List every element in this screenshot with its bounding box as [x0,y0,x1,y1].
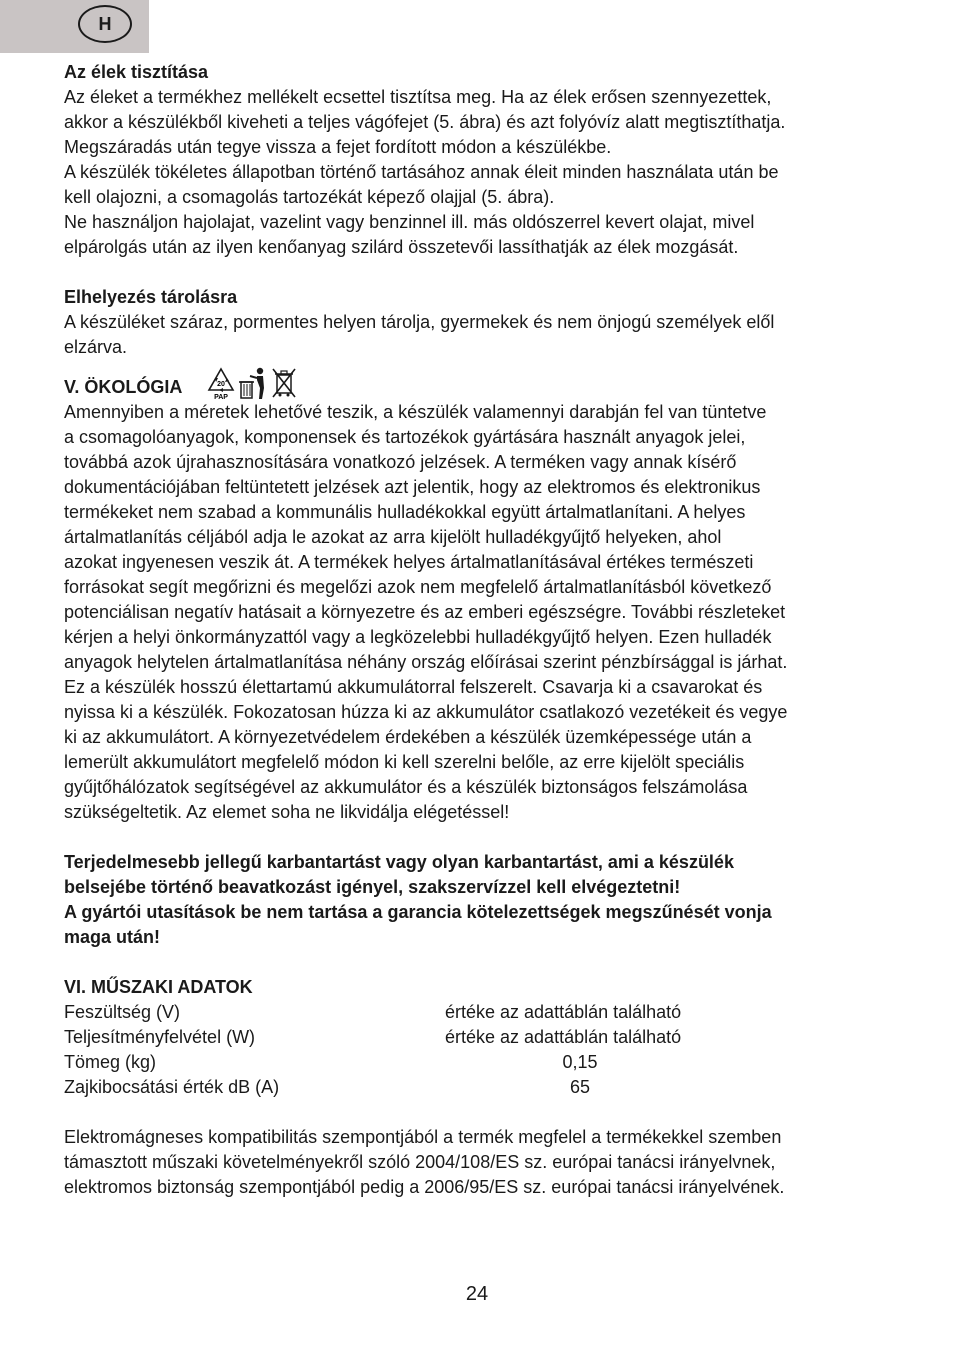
paragraph-line: akkor a készülékből kiveheti a teljes vágófejet (5. ábra) és azt folyóvíz alatt megtisztíthatja. [64,112,786,132]
section-title-ecology: V. ÖKOLÓGIA [64,377,183,397]
ecology-icons [206,366,298,400]
paragraph-line: A készüléket száraz, pormentes helyen tárolja, gyermekek és nem önjogú személyek elől [64,312,775,332]
paragraph-line: Amennyiben a méretek lehetővé teszik, a készülék valamennyi darabján fel van tüntetve [64,402,767,422]
spec-label: Teljesítményfelvétel (W) [64,1027,256,1047]
spec-label: Feszültség (V) [64,1002,181,1022]
spec-value: 0,15 [562,1052,598,1072]
paragraph-line: kérjen a helyi önkormányzattól vagy a legközelebbi hulladékgyűjtő helyen. Ezen hulladék [64,627,772,647]
spec-value: értéke az adattáblán található [445,1027,682,1047]
paragraph-line: potenciálisan negatív hatásait a környezetre és az emberi egészségre. További részleteket [64,602,786,622]
recycle-label: PAP [214,394,229,400]
recycle-number: 20 [217,381,226,388]
paragraph-line: ártalmatlanítás céljából adja le azokat az arra kijelölt hulladékgyűjtő helyeken, ahol [64,527,722,547]
paragraph-line: azokat ingyenesen veszik át. A termékek helyes ártalmatlanításával értékes természeti [64,552,754,572]
paragraph-line: Elektromágneses kompatibilitás szempontjából a termék megfelel a termékekkel szemben [64,1127,782,1147]
spec-row [64,1000,904,1025]
paragraph-line: a csomagolóanyagok, komponensek és tartozékok gyártására használt anyagok jelei, [64,427,746,447]
paragraph-line: elpárolgás után az ilyen kenőanyag szilárd összetevői lassíthatják az élek mozgását. [64,237,739,257]
paragraph-line: kell olajozni, a csomagolás tartozékát képező olajjal (5. ábra). [64,187,555,207]
spec-row [64,1025,904,1050]
paragraph-line: továbbá azok újrahasznosítására vonatkozó jelzések. A terméken vagy annak kísérő [64,452,737,472]
paragraph-line: Ne használjon hajolajat, vazelint vagy benzinnel ill. más oldószerrel kevert olajat, mivel [64,212,755,232]
page-number: 24 [465,1283,489,1305]
paragraph-line: ki az akkumulátort. A környezetvédelem érdekében a készülék üzemképessége után a [64,727,752,747]
paragraph-line: Ez a készülék hosszú élettartamú akkumulátorral felszerelt. Csavarja ki a csavarokat és [64,677,763,697]
spec-row [64,1050,904,1075]
recycle-pap-icon [206,366,236,400]
warning-line: Terjedelmesebb jellegű karbantartást vagy olyan karbantartást, ami a készülék [64,852,734,872]
page-content [64,60,904,1200]
paragraph-line: támasztott műszaki követelményekről szóló 2004/108/ES sz. európai tanácsi irányelvnek, [64,1152,776,1172]
warning-line: maga után! [64,927,161,947]
paragraph-line: Az éleket a termékhez mellékelt ecsettel tisztítsa meg. Ha az élek erősen szennyezettek, [64,87,772,107]
paragraph-line: elektromos biztonság szempontjából pedig a 2006/95/ES sz. európai tanácsi irányelvének. [64,1177,785,1197]
section-title-storage: Elhelyezés tárolásra [64,287,238,307]
spec-value: értéke az adattáblán található [445,1002,682,1022]
paragraph-line: anyagok helytelen ártalmatlanítása néhány ország előírásai szerint pénzbírsággal is járhat. [64,652,788,672]
paragraph-line: elzárva. [64,337,128,357]
section-title-specs: VI. MŰSZAKI ADATOK [64,977,253,997]
paragraph-line: Megszáradás után tegye vissza a fejet fordított módon a készülékbe. [64,137,612,157]
paragraph-line: szükségeltetik. Az elemet soha ne likvidálja elégetéssel! [64,802,510,822]
paragraph-line: gyűjtőhálózatok segítségével az akkumulátor és a készülék biztonságos felszámolása [64,777,748,797]
crossed-bin-icon [270,366,298,400]
language-badge: H [78,5,132,43]
warning-line: A gyártói utasítások be nem tartása a garancia kötelezettségek megszűnését vonja [64,902,772,922]
language-tab [0,0,149,53]
paragraph-line: lemerült akkumulátort megfelelő módon ki kell szerelni belőle, az erre kijelölt speciális [64,752,745,772]
paragraph-line: dokumentációjában feltüntetett jelzések azt jelentik, hogy az elektromos és elektronikus [64,477,761,497]
spec-row [64,1075,904,1100]
tidy-man-icon [238,366,268,400]
section-title-edges: Az élek tisztítása [64,62,209,82]
paragraph-line: forrásokat segít megőrizni és megelőzi azok nem megfelelő ártalmatlanításból következő [64,577,772,597]
spec-value: 65 [569,1077,591,1097]
spec-label: Tömeg (kg) [64,1052,157,1072]
paragraph-line: nyissa ki a készülék. Fokozatosan húzza ki az akkumulátor csatlakozó vezetékeit és vegye [64,702,788,722]
paragraph-line: A készülék tökéletes állapotban történő tartásához annak éleit minden használata után be [64,162,779,182]
ecology-heading-row [64,362,904,400]
spec-label: Zajkibocsátási érték dB (A) [64,1077,280,1097]
warning-line: belsejébe történő beavatkozást igényel, szakszervízzel kell elvégeztetni! [64,877,681,897]
paragraph-line: termékeket nem szabad a kommunális hulladékokkal együtt ártalmatlanítani. A helyes [64,502,746,522]
